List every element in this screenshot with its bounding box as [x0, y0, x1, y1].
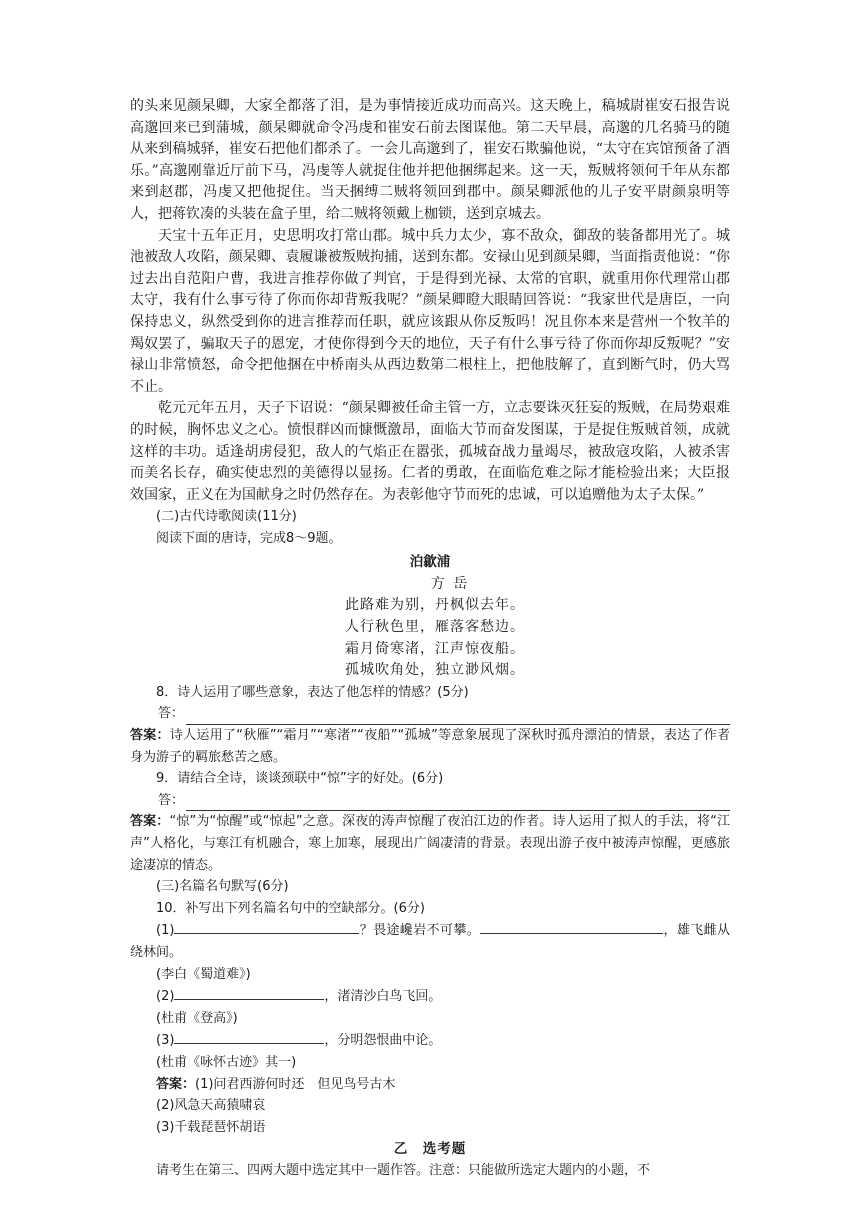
answer-line-8: [130, 703, 730, 725]
item-text: ？畏途巉岩不可攀。: [359, 923, 481, 939]
question-8: 8．诗人运用了哪些意象，表达了他怎样的情感？(5分): [156, 684, 469, 700]
fill-blank: [174, 985, 324, 1000]
section-3-heading: (三)名篇名句默写(6分): [156, 879, 289, 895]
answer-10-1: (1)问君西游何时还 但见鸟号古木: [195, 1076, 396, 1092]
fill-item-3: [130, 1029, 730, 1052]
poem-line-4: 孤城吹角处，独立渺风烟。: [345, 662, 525, 679]
poem-line-2: 人行秋色里，雁落客愁边。: [345, 619, 525, 636]
answer-blank: [186, 794, 730, 811]
fill-item-2: [130, 985, 730, 1008]
answer-8-text: 诗人运用了“秋雁”“霜月”“寒渚”“夜船”“孤城”等意象展现了深秋时孤舟漂泊的情景，表达了作者身为游子的羁旅愁苦之感。: [130, 728, 730, 765]
answer-9-text: “惊”为“惊醒”或“惊起”之意。深夜的涛声惊醒了夜泊江边的作者。诗人运用了拟人的手法，将“江声”人格化，与寒江有机融合，寒上加寒，展现出广阔凄清的背景。表现出游子夜中被涛声惊醒，更感旅途凄凉的情态。: [130, 814, 730, 873]
question-10: 10．补写出下列名篇名句中的空缺部分。(6分): [156, 900, 425, 916]
item-text: ，雄飞雌从绕林间。: [130, 923, 730, 960]
answer-9: [130, 811, 730, 876]
fill-blank: [174, 919, 359, 934]
poetry-section-heading: (二)古代诗歌阅读(11分): [156, 509, 297, 525]
source-3: (杜甫《咏怀古迹》其一): [156, 1054, 297, 1070]
fill-blank: [174, 1029, 324, 1044]
passage-paragraph-2: 天宝十五年正月，史思明攻打常山郡。城中兵力太少，寡不敌众，御敌的装备都用光了。城池被敌人攻陷，颜杲卿、袁履谦被叛贼拘捕，送到东都。安禄山见到颜杲卿，当面指责他说：“你过去出自范阳户曹，我进言推荐你做了判官，于是得到光禄、太常的官职，就重用你代理常山郡太守，我有什么事亏待了你而你却背叛我呢？”颜杲卿瞪大眼睛回答说：“我家世代是唐臣，一向保持忠义，纵然受到你的进言推荐而任职，就应该跟从你反叛吗！况且你本来是营州一个牧羊的羯奴罢了，骗取天子的恩宠，才使你得到今天的地位，天子有什么事亏待了你而你却反叛呢？”安禄山非常愤怒，命令把他捆在中桥南头从西边数第二根柱上，把他肢解了，直到断气时，仍大骂不止。: [130, 227, 730, 395]
answer-10: [130, 1074, 730, 1096]
answer-10-2: (2)风急天高猿啸哀: [156, 1098, 266, 1114]
question-9: 9．请结合全诗，谈谈颈联中“惊”字的好处。(6分): [156, 771, 444, 787]
answer-prefix: 答：: [158, 706, 185, 722]
poem-title: 泊歙浦: [409, 554, 451, 571]
poem-line-1: 此路难为别，丹枫似去年。: [345, 597, 525, 614]
poem-line-3: 霜月倚寒渚，江声惊夜船。: [345, 640, 525, 657]
elective-instruction: 请考生在第三、四两大题中选定其中一题作答。注意：只能做所选定大题内的小题，不: [156, 1163, 651, 1179]
answer-8: [130, 725, 730, 768]
item-number: (2): [156, 989, 175, 1005]
item-text: ，分明怨恨曲中论。: [324, 1033, 442, 1049]
answer-label: 答案：: [156, 1076, 196, 1092]
fill-item-1: [130, 919, 730, 963]
answer-label: 答案：: [130, 814, 170, 830]
answer-10-3: (3)千载琵琶怀胡语: [156, 1119, 266, 1135]
source-1: (李白《蜀道难》): [156, 966, 251, 982]
answer-line-9: [130, 790, 730, 812]
item-number: (1): [156, 923, 175, 939]
answer-label: 答案：: [130, 728, 170, 744]
source-2: (杜甫《登高》): [156, 1010, 238, 1026]
fill-blank: [480, 919, 663, 934]
answer-prefix: 答：: [158, 792, 185, 808]
passage-paragraph-1: 的头来见颜杲卿，大家全都落了泪，是为事情接近成功而高兴。这天晚上，稿城尉崔安石报告说高邈回来已到蒲城，颜杲卿就命令冯虔和崔安石前去图谋他。第二天早晨，高邈的几名骑马的随从来到稿城驿，崔安石把他们都杀了。一会儿高邈到了，崔安石欺骗他说，“太守在宾馆预备了酒乐。”高邈刚靠近厅前下马，冯虔等人就捉住他并把他捆绑起来。这一天，叛贼将领何千年从东都来到赵郡，冯虔又把他捉住。当天捆缚二贼将领回到郡中。颜杲卿派他的儿子安平尉颜泉明等人，把蒋钦凑的头装在盒子里，给二贼将领戴上枷锁，送到京城去。: [130, 98, 730, 222]
answer-blank: [186, 708, 730, 725]
item-number: (3): [156, 1033, 175, 1049]
item-text: ，渚清沙白鸟飞回。: [324, 989, 442, 1005]
elective-heading: 乙 选考题: [393, 1141, 467, 1158]
poetry-intro: 阅读下面的唐诗，完成8～9题。: [156, 530, 342, 546]
passage-paragraph-3: 乾元元年五月，天子下诏说：“颜杲卿被任命主管一方，立志要诛灭狂妄的叛贼，在局势艰难的时候，胸怀忠义之心。愤恨群凶而慷慨激昂，面临大节而奋发图谋，于是捉住叛贼首领，成就这样的丰功。适逢胡虏侵犯，敌人的气焰正在嚣张，孤城奋战力量竭尽，被敌寇攻陷，人被杀害而美名长存，确实使忠烈的美德得以显扬。仁者的勇敢，在面临危难之际才能检验出来；大臣报效国家，正义在为国献身之时仍然存在。为表彰他守节而死的忠诚，可以追赠他为太子太保。”: [130, 400, 730, 503]
poem-author: 方 岳: [430, 576, 470, 593]
